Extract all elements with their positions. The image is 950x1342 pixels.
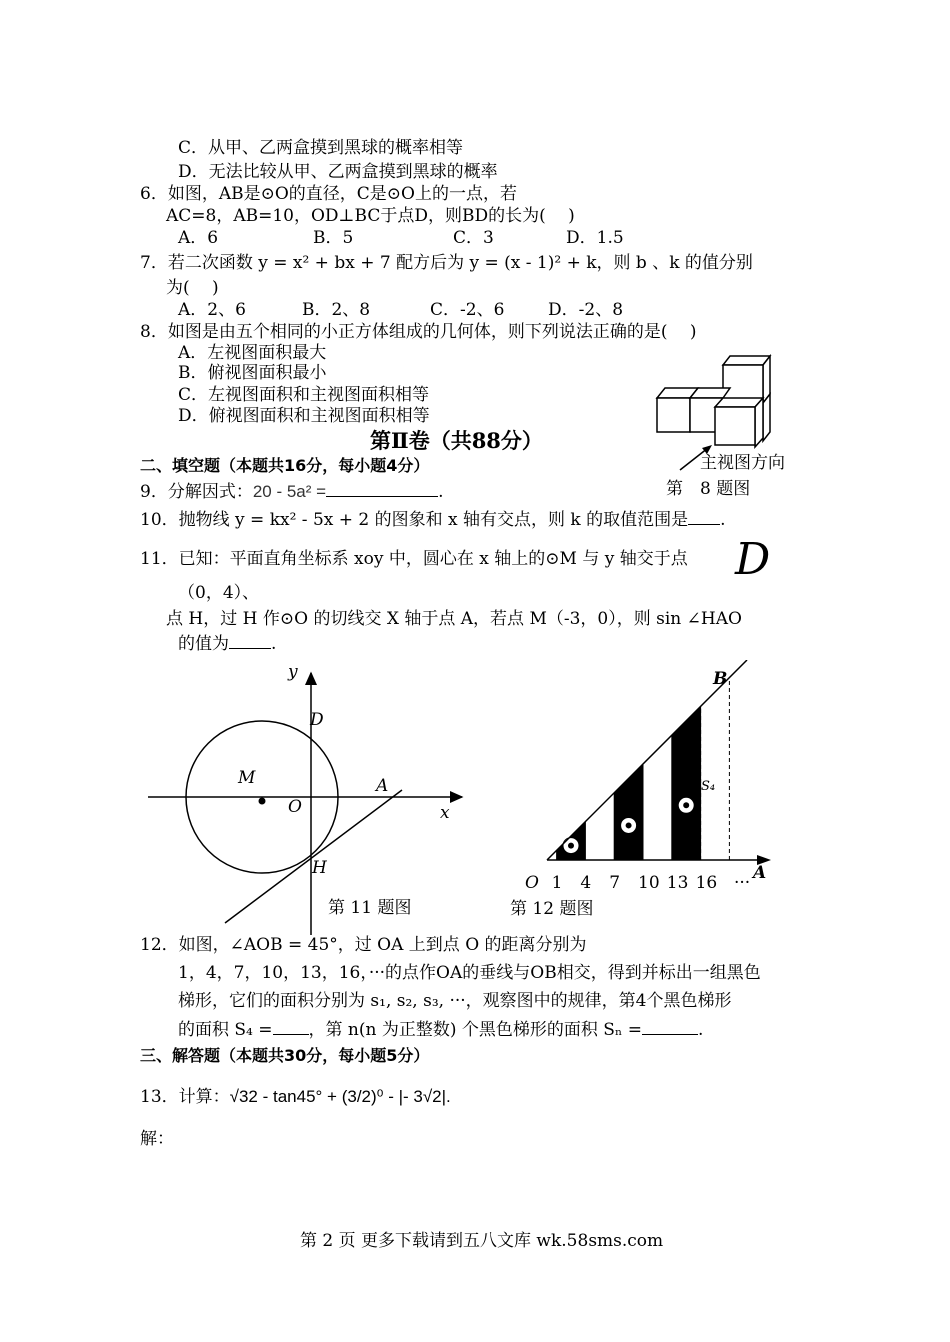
q11-line2: （0，4）、 — [178, 583, 260, 603]
fig11-label-o: O — [288, 797, 302, 817]
q6-stem-line2: AC=8，AB=10，OD⊥BC于点D，则BD的长为( ) — [166, 206, 575, 226]
fig12-tick-label-5: 13 — [666, 873, 689, 893]
fig11-label-h: H — [312, 858, 327, 878]
q12-line3: 梯形，它们的面积分别为 s₁, s₂, s₃, ···，观察图中的规律，第4个黑色梯形 — [178, 991, 732, 1011]
q11-answer-blank[interactable] — [229, 632, 271, 649]
q6-option-c: C．3 — [453, 228, 494, 248]
fig12-tick-label-1: 1 — [551, 873, 563, 893]
q12-end: . — [697, 1020, 704, 1040]
q8-stem: 8．如图是由五个相同的小正方体组成的几何体，则下列说法正确的是( ) — [140, 322, 697, 342]
q8-arrow-label: 主视图方向 — [700, 453, 785, 473]
q12-line4b: ，第 n(n 为正整数) 个黑色梯形的面积 Sₙ = — [308, 1020, 642, 1040]
fig12-label-a: A — [753, 863, 767, 883]
q7-option-a: A．2、6 — [178, 300, 246, 320]
q11-line3: 点 H，过 H 作⊙O 的切线交 X 轴于点 A，若点 M（-3，0），则 sin ∠HAO — [166, 609, 742, 629]
q8-option-c: C．左视图面积和主视图面积相等 — [178, 385, 430, 405]
q11-line4-text: 的值为 — [178, 634, 229, 654]
q11-end: . — [271, 634, 277, 654]
q11-big-d: D — [735, 534, 771, 585]
q7-option-b: B．2、8 — [302, 300, 371, 320]
q12-line1: 12．如图，∠AOB = 45°，过 OA 上到点 O 的距离分别为 — [140, 935, 587, 955]
fig12-tick-label-3: 7 — [609, 873, 621, 893]
fig12-caption: 第 12 题图 — [510, 899, 594, 916]
fig11-label-a: A — [376, 776, 389, 796]
fig11-label-d: D — [310, 710, 324, 730]
fig12-tick-label-4: 10 — [638, 873, 660, 893]
fig12-tick-label-6: 16 — [695, 873, 718, 893]
q12-line4 — [178, 1018, 703, 1041]
q6-option-d: D．1.5 — [566, 228, 624, 248]
q8-option-b: B．俯视图面积最小 — [178, 363, 327, 383]
q7-option-d: D．-2、8 — [548, 300, 624, 320]
q12-s4-blank[interactable] — [273, 1018, 309, 1035]
q9-answer-blank[interactable] — [326, 480, 438, 497]
q13-stem — [140, 1086, 451, 1108]
page-footer: 第 2 页 更多下载请到五八文库 wk.58sms.com — [300, 1231, 664, 1251]
fig12-label-o: O — [525, 873, 539, 893]
q11-line1: 11．已知：平面直角坐标系 xoy 中，圆心在 x 轴上的⊙M 与 y 轴交于点 — [140, 549, 688, 569]
q10-text: 10．抛物线 y = kx² - 5x + 2 的图象和 x 轴有交点，则 k 的取值范围是 — [140, 510, 689, 530]
q13-text: 13．计算： — [140, 1087, 230, 1107]
fig12-tick-label-7: ··· — [734, 873, 751, 893]
q7-stem-line1: 7．若二次函数 y = x² + bx + 7 配方后为 y = (x - 1)² + k，则 b 、k 的值分别 — [140, 253, 753, 273]
fig12-swirl-dot-2 — [626, 822, 632, 828]
q9-expression: 20 - 5a² = — [252, 482, 327, 501]
section2-heading: 二、填空题（本题共16分，每小题4分） — [140, 456, 430, 475]
q6-stem-line1: 6．如图，AB是⊙O的直径，C是⊙O上的一点，若 — [140, 184, 517, 204]
q5-option-d: D．无法比较从甲、乙两盒摸到黑球的概率 — [178, 162, 498, 182]
q12-line4a: 的面积 S₄ = — [178, 1020, 273, 1040]
fig11-label-m: M — [238, 768, 256, 788]
q9-text: 9．分解因式： — [140, 482, 253, 502]
fig11-label-y: y — [288, 662, 298, 682]
section3-heading: 三、解答题（本题共30分，每小题5分） — [140, 1046, 430, 1065]
q8-option-d: D．俯视图面积和主视图面积相等 — [178, 406, 430, 426]
q7-option-c: C．-2、6 — [430, 300, 505, 320]
q13-expression: √32 - tan45° + (3/2)⁰ - |- 3√2|. — [229, 1087, 451, 1106]
fig12-label-b: B — [713, 669, 728, 689]
fig11-label-x: x — [440, 803, 450, 823]
part2-title: 第Ⅱ卷（共88分） — [370, 428, 543, 453]
q6-option-a: A．6 — [178, 228, 219, 248]
fig12-tick-label-2: 4 — [580, 873, 592, 893]
q9-end: . — [438, 482, 444, 502]
q6-option-b: B．5 — [313, 228, 354, 248]
fig12-label-s4: S₄ — [701, 779, 716, 794]
fig12-trapezoid-figure — [505, 660, 785, 905]
q12-sn-blank[interactable] — [642, 1018, 698, 1035]
q8-fig-caption: 第 8 题图 — [666, 479, 751, 499]
fig11-center-dot — [259, 798, 266, 805]
q9-stem — [140, 480, 443, 503]
q5-option-c: C．从甲、乙两盒摸到黑球的概率相等 — [178, 138, 464, 158]
fig12-background — [505, 660, 785, 905]
q13-answer-label: 解： — [140, 1129, 174, 1149]
fig12-swirl-dot-1 — [568, 843, 574, 849]
q12-line2: 1，4，7，10，13，16，···的点作OA的垂线与OB相交，得到并标出一组黑色 — [178, 963, 761, 983]
q7-stem-line2: 为( ) — [166, 278, 219, 298]
q11-line4 — [178, 632, 276, 655]
q10-end: . — [720, 510, 726, 530]
fig11-caption: 第 11 题图 — [328, 898, 412, 918]
q10-answer-blank[interactable] — [688, 508, 720, 525]
q8-option-a: A．左视图面积最大 — [178, 343, 327, 363]
q10-stem — [140, 508, 726, 531]
fig12-swirl-dot-3 — [683, 802, 689, 808]
fig11-circle-figure — [140, 655, 480, 940]
